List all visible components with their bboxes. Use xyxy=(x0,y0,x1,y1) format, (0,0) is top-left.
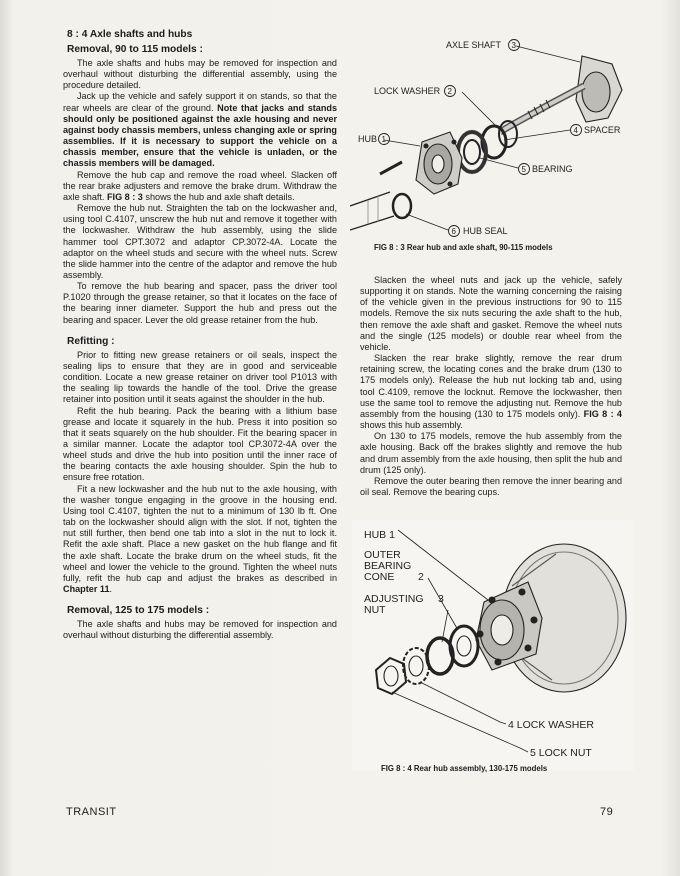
paragraph: Remove the hub nut. Straighten the tab on the lockwasher and, using tool C.4107, unscrew the hub nut and remove it together with the lockwasher. Withdraw the hub assembly, using the slide hammer tool CPT.3072 and adaptor CP.3072-4A. Locate the adaptor on the wheel studs and secure with the wheel nuts. Screw the slide hammer into the centre of the adaptor and remove the hub assembly. xyxy=(63,203,337,280)
label-bearing: BEARING xyxy=(532,164,573,174)
paragraph: On 130 to 175 models, remove the hub assembly from the axle housing. Back off the brakes slightly and remove the hub and drum assembly from the axle housing, then split the hub and drum (125 only). xyxy=(360,431,622,475)
paragraph: The axle shafts and hubs may be removed for inspection and overhaul without disturbing the differential assembly, using the procedure detailed. xyxy=(63,58,337,91)
label-spacer: SPACER xyxy=(584,125,621,135)
figure-8-4-diagram xyxy=(352,520,634,770)
label-lock-washer: LOCK WASHER xyxy=(374,86,441,96)
figure-8-3-diagram xyxy=(350,34,630,244)
paragraph: Remove the hub cap and remove the road wheel. Slacken off the rear brake adjusters and remove the brake drum. Withdraw the axle shaft. FIG 8 : 3 shows the hub and axle shaft details. xyxy=(63,169,337,202)
callout-3: 3 xyxy=(511,41,516,50)
callout-1: 1 xyxy=(381,135,386,144)
paragraph: Prior to fitting new grease retainers or oil seals, inspect the sealing lips to ensure that they are in good and serviceable condition. Locate a new grease retainer on driver tool P1013 with the sealing lip towards the handle of the tool. Drive the grease retainer into position until it seats against the shoulder in the hub. xyxy=(63,349,337,405)
paragraph: Refit the hub bearing. Pack the bearing with a lithium base grease and locate it squarely in the hub. Press it into position so that it seats squarely on the hub shoulder. Fit the bearing spacer in a similar manner. Locate the adaptor tool CP.3072-4A over the wheel studs and drive the hub into position until the inner race of the bearing contacts the axle housing shoulder. Spin the hub to ensure free rotation. xyxy=(63,405,337,483)
paragraph: Slacken the wheel nuts and jack up the vehicle, safely supporting it on stands. Note the warning concerning the raising of the vehicle given in the previous instructions for 90 to 115 models. Remove the six nuts securing the axle shaft to the hub, then remove the axle shaft and gasket. Remove the wheel nuts and the single (125 models) or double rear wheel from the vehicle. xyxy=(360,275,622,352)
paragraph: The axle shafts and hubs may be removed for inspection and overhaul without disturbing the differential assembly. xyxy=(63,619,337,641)
label-hub-seal: HUB SEAL xyxy=(463,226,508,236)
label-nut: NUT xyxy=(364,604,386,616)
callout-6: 6 xyxy=(451,227,456,236)
removal-90-115-heading: Removal, 90 to 115 models : xyxy=(67,44,203,55)
label-lock-nut: 5 LOCK NUT xyxy=(530,747,592,759)
label-bearing: BEARING xyxy=(364,560,412,572)
chapter-reference: Chapter 11 xyxy=(63,584,110,595)
paragraph: Fit a new lockwasher and the hub nut to the axle housing, with the washer tongue engaging in the groove in the housing end. Using tool C.4107, tighten the nut to a minimum of 130 lb ft. One tab on the lockwasher should align with the slot. If not, tighten the nut still further, then bend one tab into a slot in the nut to lock it. Refit the axle shaft. Place a new gasket on the hub flange and fit the axle shaft. Locate the brake drum on the wheel studs, fit the wheel and lower the vehicle to the ground. Tighten the wheel nuts fully, refit the hub cap and adjust the brakes as described in Chapter 11. xyxy=(63,483,337,595)
paragraph: Jack up the vehicle and safely support it on stands, so that the rear wheels are clear of the ground. Note that jacks and stands should only be positioned against the axle housing and never against body chassis members, unless changing axle or spring assemblies. If it is necessary to support the vehicle on a chassis member, ensure that the vehicle is unladen, or the chassis members will be damaged. xyxy=(63,91,338,169)
figure-8-4-caption: FIG 8 : 4 Rear hub assembly, 130-175 models xyxy=(381,764,548,773)
paragraph: To remove the hub bearing and spacer, pass the driver tool P.1020 through the grease retainer, so that it locates on the face of the bearing inner diameter. Support the hub and press out the bearing and spacer. Lever the old grease retainer from the hub. xyxy=(63,281,337,325)
right-column xyxy=(360,275,622,498)
footer-title: TRANSIT xyxy=(66,806,117,818)
label-cone: CONE xyxy=(364,571,395,583)
label-adjusting: ADJUSTING xyxy=(364,593,424,605)
figure-8-3-caption: FIG 8 : 3 Rear hub and axle shaft, 90-115 models xyxy=(374,243,553,252)
label-adjusting-number: 3 xyxy=(438,593,444,605)
page-number: 79 xyxy=(600,806,614,818)
removal-125-175-heading: Removal, 125 to 175 models : xyxy=(67,605,210,617)
label-outer: OUTER xyxy=(364,549,401,561)
label-hub: HUB xyxy=(358,134,378,144)
callout-2: 2 xyxy=(447,87,452,96)
label-axle-shaft: AXLE SHAFT xyxy=(446,40,502,50)
figure-reference: FIG 8 : 4 xyxy=(583,408,622,419)
label-lock-washer: 4 LOCK WASHER xyxy=(508,719,594,731)
left-column xyxy=(63,28,337,642)
figure-reference: FIG 8 : 3 xyxy=(106,191,143,202)
callout-4: 4 xyxy=(573,126,578,135)
section-heading: 8 : 4 Axle shafts and hubs xyxy=(67,29,193,40)
warning-text: Note that jacks and stands should only be positioned against the axle housing and never against body chassis members, unless changing axle or spring assemblies. If it is necessary to support the vehicle on a chassis member, ensure that the vehicle is unladen, or the chassis members will be damaged. xyxy=(63,102,338,169)
label-hub: HUB 1 xyxy=(364,529,395,541)
paragraph: Remove the outer bearing then remove the inner bearing and oil seal. Remove the bearing cups. xyxy=(360,475,622,497)
paragraph: Slacken the rear brake slightly, remove the rear drum retaining screw, the locating cones and the brake drum (130 to 175 models only). Release the hub nut locking tab and, using tool C.4109, remove the locknut. Remove the lockwasher, then use the same tool to remove the adjusting nut. Remove the hub assembly from the housing (130 to 175 models only). FIG 8 : 4 shows this hub assembly. xyxy=(360,353,622,431)
refitting-heading: Refitting : xyxy=(67,335,115,347)
callout-5: 5 xyxy=(521,165,526,174)
label-cone-number: 2 xyxy=(418,571,424,583)
